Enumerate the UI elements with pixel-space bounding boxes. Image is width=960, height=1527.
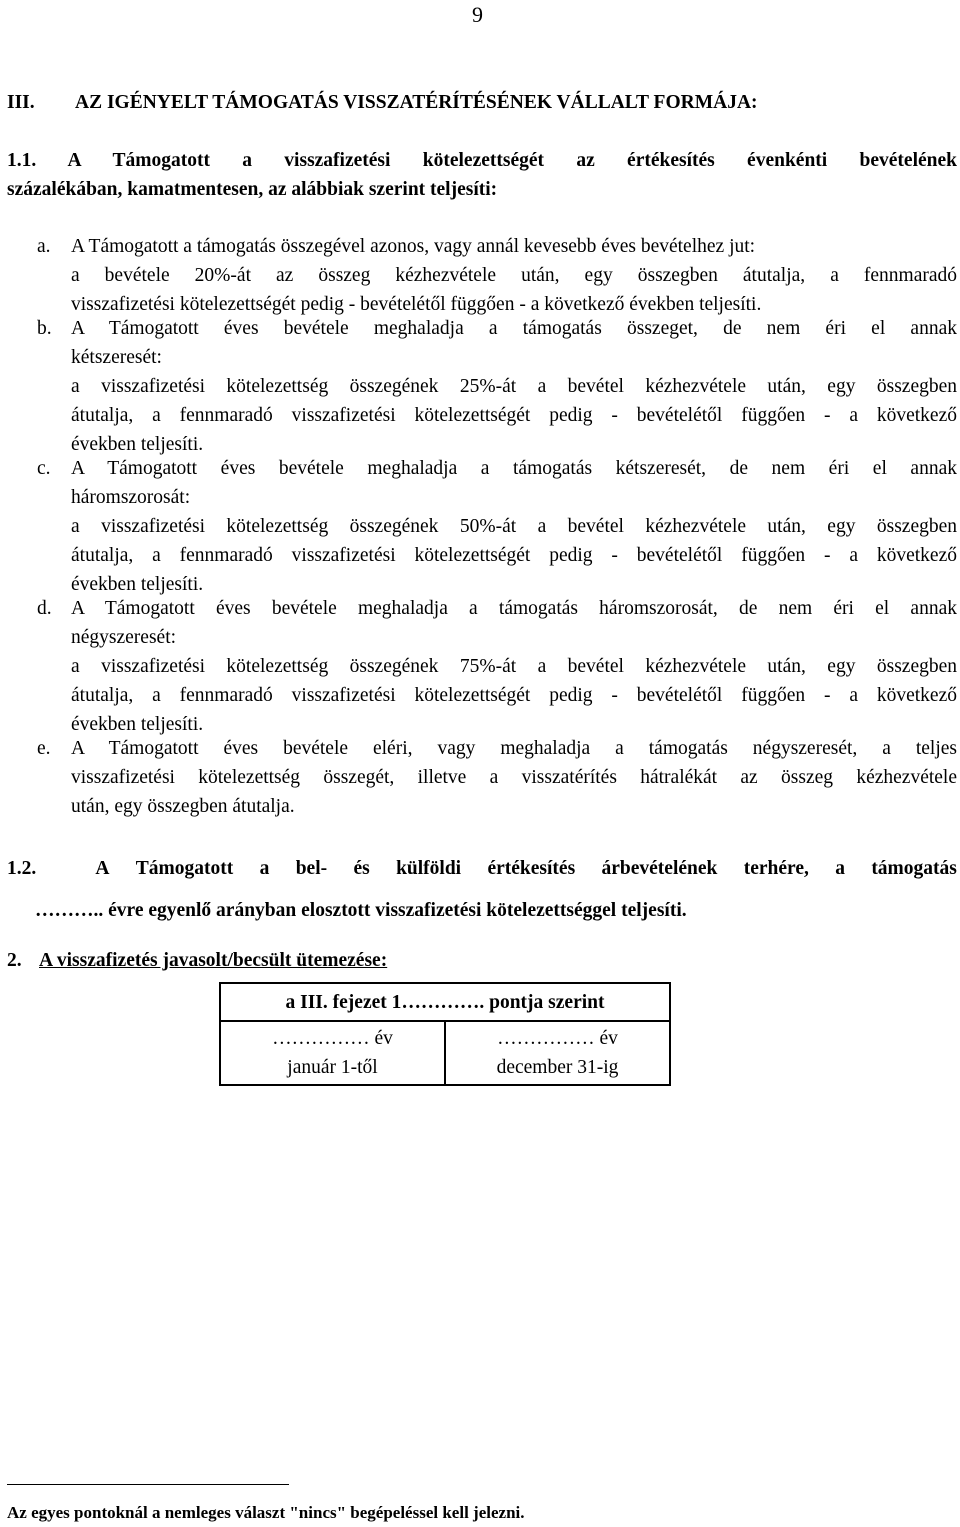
list-item-line: kétszeresét: xyxy=(71,347,162,368)
list-item-line: a bevétele 20%-át az összeg kézhezvétele után, egy összegben átutalja, a fennmaradó xyxy=(71,265,957,286)
list-item-line: a visszafizetési kötelezettség összegének 75%-át a bevétel kézhezvétele után, egy összegben xyxy=(71,656,957,677)
list-item-a xyxy=(7,232,957,319)
paragraph-1-1-line-2: százalékában, kamatmentesen, az alábbiak szerint teljesíti: xyxy=(7,179,498,200)
list-item-line: négyszeresét: xyxy=(71,627,177,648)
list-item-line: a visszafizetési kötelezettség összegének 25%-át a bevétel kézhezvétele után, egy összegben xyxy=(71,376,957,397)
schedule-to-cell xyxy=(445,1021,670,1085)
word: a xyxy=(835,858,845,879)
list-item-letter: d. xyxy=(37,598,52,619)
paragraph-1-2-line-1 xyxy=(7,848,957,890)
list-item-line: visszafizetési kötelezettségét pedig - bevételétől függően - a következő években teljesíti. xyxy=(71,294,762,315)
list-item-e xyxy=(7,734,957,821)
list-item-line: átutalja, a fennmaradó visszafizetési kötelezettségét pedig - bevételétől függően - a következő xyxy=(71,545,957,566)
footnote-rule xyxy=(7,1484,289,1485)
schedule-table xyxy=(219,982,671,1086)
list-item-line: A Támogatott éves bevétele meghaladja a támogatás háromszorosát, de nem éri el annak xyxy=(71,598,957,619)
schedule-to-year: …………… év xyxy=(497,1028,618,1049)
list-item-b xyxy=(7,314,957,459)
word: Támogatott xyxy=(135,858,234,879)
word: a xyxy=(259,858,270,879)
section-number: III. xyxy=(7,92,35,113)
list-item-line: A Támogatott a támogatás összegével azonos, vagy annál kevesebb éves bevételhez jut: xyxy=(71,236,756,257)
word: értékesítés xyxy=(487,858,576,879)
paragraph-1-2-line-2: ……….. évre egyenlő arányban elosztott visszafizetési kötelezettséggel teljesíti. xyxy=(35,900,687,921)
word: árbevételének xyxy=(601,858,718,879)
paragraph-1-1-line-1: 1.1. A Támogatott a visszafizetési kötelezettségét az értékesítés évenkénti bevételének xyxy=(7,150,957,171)
schedule-from-cell xyxy=(220,1021,445,1085)
word: támogatás xyxy=(871,858,957,879)
list-item-line: években teljesíti. xyxy=(71,574,204,595)
list-item-letter: e. xyxy=(37,738,51,759)
section-title: AZ IGÉNYELT TÁMOGATÁS VISSZATÉRÍTÉSÉNEK VÁLLALT FORMÁJA: xyxy=(75,92,758,113)
paragraph-2-text: A visszafizetés javasolt/becsült ütemezése: xyxy=(39,950,388,971)
list-item-line: átutalja, a fennmaradó visszafizetési kötelezettségét pedig - bevételétől függően - a következő xyxy=(71,405,957,426)
list-item-letter: b. xyxy=(37,318,52,339)
word: A xyxy=(95,858,110,879)
paragraph-2 xyxy=(7,946,387,975)
list-item-line: háromszorosát: xyxy=(71,487,191,508)
schedule-table-header: a III. fejezet 1…………. pontja szerint xyxy=(220,983,670,1021)
page-number: 9 xyxy=(472,2,483,27)
schedule-to-label: december 31-ig xyxy=(496,1057,619,1078)
word: külföldi xyxy=(396,858,462,879)
list-item-d xyxy=(7,594,957,739)
list-item-line: visszafizetési kötelezettség összegét, illetve a visszatérítés hátralékát az összeg kézhezvétele xyxy=(71,767,957,788)
paragraph-1-2-number: 1.2. xyxy=(7,858,37,879)
schedule-from-year: …………… év xyxy=(272,1028,393,1049)
list-item-c xyxy=(7,454,957,599)
list-item-line: után, egy összegben átutalja. xyxy=(71,796,295,817)
paragraph-1-1 xyxy=(7,146,957,204)
list-item-line: években teljesíti. xyxy=(71,714,204,735)
section-heading xyxy=(7,88,937,117)
schedule-from-label: január 1-től xyxy=(287,1057,378,1078)
word: és xyxy=(353,858,370,879)
list-item-letter: a. xyxy=(37,236,51,257)
word: bel- xyxy=(295,858,328,879)
list-item-line: átutalja, a fennmaradó visszafizetési kötelezettségét pedig - bevételétől függően - a következő xyxy=(71,685,957,706)
list-item-letter: c. xyxy=(37,458,51,479)
paragraph-2-number: 2. xyxy=(7,950,22,971)
list-item-line: A Támogatott éves bevétele meghaladja a támogatás összeget, de nem éri el annak xyxy=(71,318,957,339)
list-item-line: A Támogatott éves bevétele meghaladja a támogatás kétszeresét, de nem éri el annak xyxy=(71,458,957,479)
list-item-line: a visszafizetési kötelezettség összegének 50%-át a bevétel kézhezvétele után, egy összegben xyxy=(71,516,957,537)
paragraph-1-2 xyxy=(7,848,957,932)
footnote: Az egyes pontoknál a nemleges választ "nincs" begépeléssel kell jelezni. xyxy=(7,1503,525,1522)
list-item-line: években teljesíti. xyxy=(71,434,204,455)
word: terhére, xyxy=(743,858,809,879)
list-item-line: A Támogatott éves bevétele eléri, vagy meghaladja a támogatás négyszeresét, a teljes xyxy=(71,738,957,759)
